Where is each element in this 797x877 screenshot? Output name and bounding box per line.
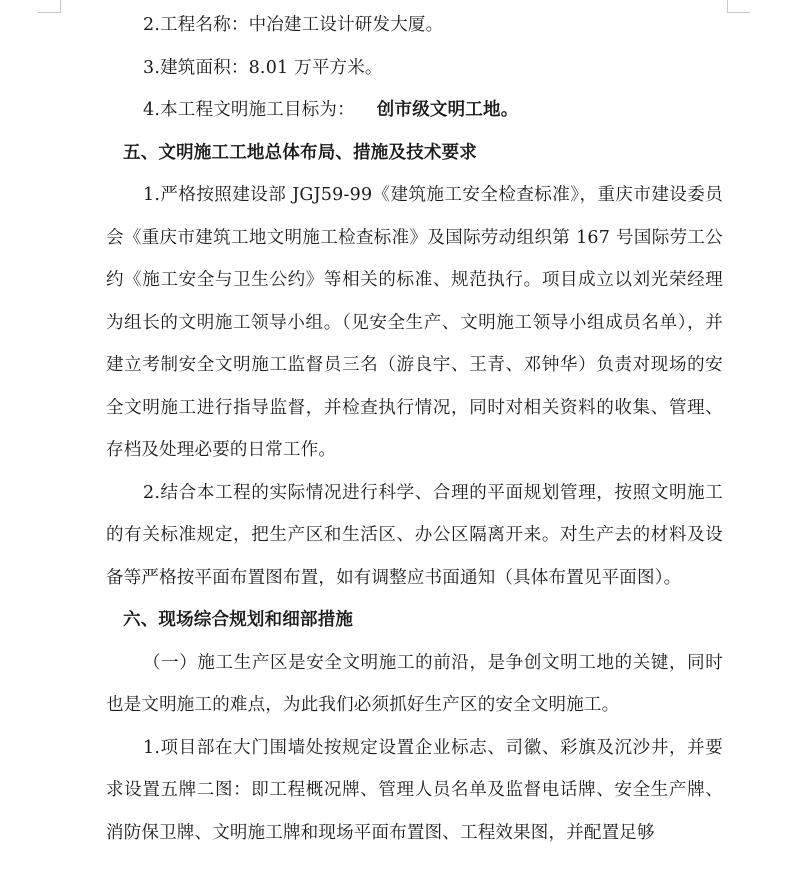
project-name-item: 2.工程名称：中冶建工设计研发大厦。	[143, 15, 444, 35]
page-corner-mark-left	[38, 0, 61, 13]
section-six-heading: 六、现场综合规划和细部措施	[123, 610, 354, 630]
section-six-paragraph-2: 1.项目部在大门围墙处按规定设置企业标志、司徽、彩旗及沉沙井，并要求设置五牌二图：即工程概况牌、管理人员名单及监督电话牌、安全生产牌、消防保卫牌、文明施工牌和现场平面布置图、工程效果图，并配置足够	[106, 737, 723, 843]
goal-value: 创市级文明工地。	[376, 100, 519, 120]
section-five-heading: 五、文明施工工地总体布局、措施及技术要求	[123, 142, 477, 163]
building-area-item: 3.建筑面积：8.01 万平方米。	[143, 57, 383, 78]
section-five-paragraph-1: 1.严格按照建设部 JGJ59-99《建筑施工安全检查标准》，重庆市建设委员会《重庆市建筑工地文明施工检查标准》及国际劳动组织第 167 号国际劳工公约《施工安全与卫生公约》等相关的标准、规范执行。项目成立以刘光荣经理为组长的文明施工领导小组。（见安全生产、文明施工领导小组成员名单），并建立考制安全文明施工监督员三名（游良宇、王青、邓钟华）负责对现场的安全文明施工进行指导监督，并检查执行情况，同时对相关资料的收集、管理、存档及处理必要的日常工作。	[106, 185, 723, 460]
section-six-paragraph-1: （一）施工生产区是安全文明施工的前沿，是争创文明工地的关键，同时也是文明施工的难点，为此我们必须抓好生产区的安全文明施工。	[106, 652, 723, 715]
goal-label: 4.本工程文明施工目标为：	[143, 100, 355, 120]
document-body	[106, 4, 723, 854]
section-five-paragraph-2: 2.结合本工程的实际情况进行科学、合理的平面规划管理，按照文明施工的有关标准规定，把生产区和生活区、办公区隔离开来。对生产去的材料及设备等严格按平面布置图布置，如有调整应书面通知（具体布置见平面图）。	[106, 482, 723, 588]
civilized-construction-goal-item	[106, 89, 723, 132]
page-corner-mark-right	[727, 0, 750, 13]
